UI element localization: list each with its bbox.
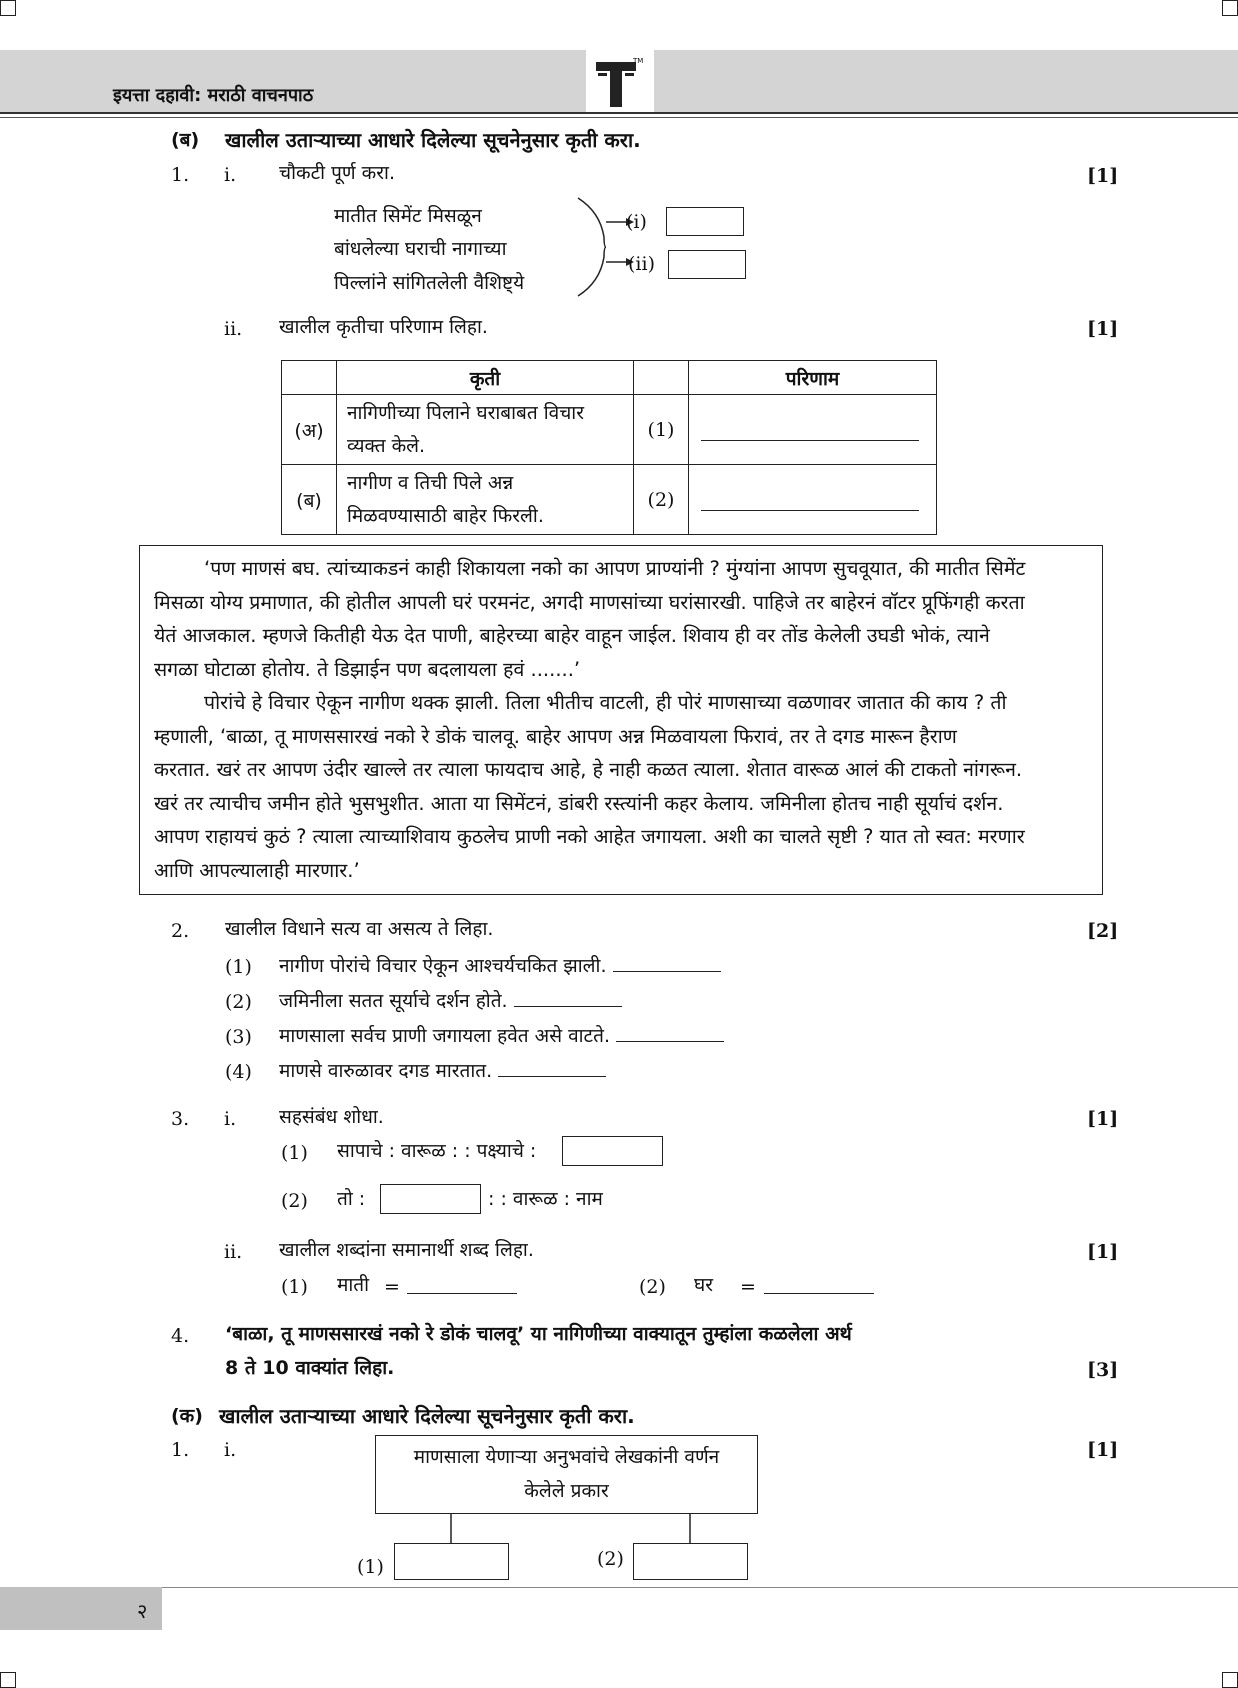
q3-i-marks: [1]	[1087, 1108, 1119, 1130]
row-action-line-2: मिळवण्यासाठी बाहेर फिरली.	[347, 504, 544, 527]
q1-answer-box-1[interactable]	[666, 207, 744, 236]
q2-item-2-num: (2)	[225, 991, 252, 1013]
table-header-result: परिणाम	[689, 361, 937, 395]
section-k-q1-number: 1.	[171, 1439, 190, 1461]
row-action	[337, 465, 634, 535]
q3-i-item-1-num: (1)	[281, 1142, 308, 1164]
q2-answer-blank-3[interactable]	[616, 1023, 724, 1042]
q3-ii-item-2-eq: =	[740, 1276, 756, 1298]
q3-number: 3.	[171, 1108, 190, 1130]
q2-item-1-text: नागीण पोरांचे विचार ऐकून आश्चर्यचकित झाली.	[279, 955, 607, 977]
passage-line-9: आपण राहायचं कुठं ? त्याला त्याच्याशिवाय कुठलेच प्राणी नको आहेत जगायला. अशी का चालते सृष्टी ? यात तो स्वत: मरणार	[154, 825, 1025, 848]
passage-line-3: येतं आजकाल. म्हणजे कितीही येऊ देत पाणी, बाहेरच्या बाहेर वाहून जाईल. शिवाय ही वर तोंड केलेली उघडी भोकं, त्याने	[154, 624, 990, 647]
q3-ii-answer-blank-2[interactable]	[764, 1293, 874, 1294]
q4-question-line-1: ‘बाळा, तू माणससारखं नको रे डोकं चालवू’ या नागिणीच्या वाक्यातून तुम्हांला कळलेला अर्थ	[225, 1323, 852, 1345]
web-answer-box-2[interactable]	[633, 1543, 748, 1580]
section-k-q1-marks: [1]	[1087, 1439, 1119, 1461]
web-diagram-center-box	[375, 1435, 758, 1514]
passage	[154, 552, 1087, 887]
header-title: इयत्ता दहावी: मराठी वाचनपाठ	[113, 85, 314, 106]
q3-ii-item-1-word: माती	[337, 1274, 370, 1296]
q3-i-label: i.	[224, 1108, 237, 1130]
crop-mark-top-left	[0, 0, 16, 16]
web-leaf-2-label: (2)	[597, 1548, 624, 1570]
q1-stem-line-2: बांधलेल्या घराची नागाच्या	[334, 238, 507, 260]
passage-line-8: खरं तर त्याचीच जमीन होते भुसभुशीत. आता या सिमेंटनं, डांबरी रस्त्यांनी कहर केलाय. जमिनीला होतच नाही सूर्याचं दर्शन.	[154, 791, 1004, 815]
q2-answer-blank-4[interactable]	[498, 1058, 606, 1077]
table-header-blank	[282, 361, 337, 395]
q1-branch-ii-label: (ii)	[628, 253, 655, 275]
passage-box	[139, 545, 1103, 895]
table-row	[282, 395, 937, 465]
trademark-label: TM	[633, 57, 644, 65]
passage-line-1: ‘पण माणसं बघ. त्यांच्याकडनं काही शिकायला नको का आपण प्राण्यांनी ? मुंग्यांना आपण सुचवूयात, की मातीत सिमेंट	[204, 557, 1026, 580]
q3-i-item-2-num: (2)	[281, 1190, 308, 1212]
q2-item-4	[279, 1058, 606, 1083]
q3-ii-item-1-num: (1)	[281, 1276, 308, 1298]
q3-ii-answer-blank-1[interactable]	[407, 1293, 517, 1294]
q2-item-2	[279, 988, 622, 1013]
q2-item-4-num: (4)	[225, 1061, 252, 1083]
t-logo-icon	[594, 58, 644, 110]
q3-ii-instruction: खालील शब्दांना समानार्थी शब्द लिहा.	[279, 1239, 534, 1261]
page-number: २	[137, 1599, 148, 1623]
web-center-line-1: माणसाला येणाऱ्या अनुभवांचे लेखकांनी वर्णन	[413, 1446, 720, 1468]
q1-branch-i-label: (i)	[626, 211, 647, 233]
passage-line-10: आणि आपल्यालाही मारणार.’	[154, 858, 360, 882]
crop-mark-bottom-left	[0, 1672, 16, 1688]
q2-item-1-num: (1)	[225, 956, 252, 978]
section-b-heading: खालील उताऱ्याच्या आधारे दिलेल्या सूचनेनुसार कृती करा.	[225, 128, 641, 152]
row-tag: (अ)	[282, 395, 337, 465]
q3-ii-item-2-word: घर	[694, 1274, 714, 1296]
q4-number: 4.	[171, 1325, 190, 1347]
q3-ii-label: ii.	[224, 1241, 243, 1263]
q2-marks: [2]	[1087, 920, 1119, 942]
q4-question-line-2: 8 ते 10 वाक्यांत लिहा.	[225, 1357, 395, 1379]
row-number: (1)	[634, 395, 689, 465]
q1-answer-box-2[interactable]	[668, 250, 746, 279]
table-row	[282, 465, 937, 535]
row-action-line-2: व्यक्त केले.	[347, 434, 426, 457]
q3-i-answer-box-2[interactable]	[380, 1184, 481, 1214]
q2-item-4-text: माणसे वारुळावर दगड मारतात.	[279, 1060, 493, 1082]
q3-ii-item-2-num: (2)	[639, 1276, 666, 1298]
q3-i-item-1-text: सापाचे : वारूळ : : पक्ष्याचे :	[337, 1140, 537, 1162]
passage-line-6: म्हणाली, ‘बाळा, तू माणससारखं नको रे डोकं चालवू. बाहेर आपण अन्न मिळवायला फिरावं, तर ते दगड मारून हैराण	[154, 724, 957, 748]
q1-ii-label: ii.	[224, 318, 243, 340]
q3-i-item-2-pre: तो :	[337, 1188, 366, 1210]
q3-i-answer-box-1[interactable]	[562, 1136, 663, 1166]
web-answer-box-1[interactable]	[394, 1543, 509, 1580]
q2-item-3-text: माणसाला सर्वच प्राणी जगायला हवेत असे वाटते.	[279, 1025, 611, 1047]
section-k-q1-i-label: i.	[224, 1439, 237, 1461]
crop-mark-bottom-right	[1222, 1672, 1238, 1688]
web-center-line-2: केलेले प्रकार	[524, 1480, 609, 1502]
crop-mark-top-right	[1222, 0, 1238, 16]
q1-i-marks: [1]	[1087, 165, 1119, 187]
q2-item-1	[279, 953, 721, 978]
q1-ii-marks: [1]	[1087, 318, 1119, 340]
q2-number: 2.	[171, 920, 190, 942]
q3-ii-marks: [1]	[1087, 1241, 1119, 1263]
q3-i-instruction: सहसंबंध शोधा.	[279, 1106, 384, 1128]
table-header-blank-2	[634, 361, 689, 395]
q2-item-3	[279, 1023, 724, 1048]
q2-answer-blank-1[interactable]	[613, 953, 721, 972]
q4-marks: [3]	[1087, 1359, 1119, 1381]
row-result[interactable]	[689, 465, 937, 535]
q1-stem-line-1: मातीत सिमेंट मिसळून	[334, 205, 482, 227]
q1-ii-instruction: खालील कृतीचा परिणाम लिहा.	[279, 316, 488, 338]
passage-line-2: मिसळा योग्य प्रमाणात, की होतील आपली घरं परमनंट, अगदी माणसांच्या घरांसारखी. पाहिजे तर बाहेरनं वॉटर प्रूफिंगही करता	[154, 590, 1025, 614]
q1-i-label: i.	[224, 164, 237, 186]
q3-ii-item-1-eq: =	[384, 1276, 400, 1298]
header-rule	[0, 112, 1238, 114]
row-action-line-1: नागिणीच्या पिलाने घराबाबत विचार	[347, 401, 584, 424]
q1-stem-line-3: पिल्लांने सांगितलेली वैशिष्ट्ये	[334, 272, 525, 294]
web-diagram-connectors	[440, 1513, 700, 1547]
row-result[interactable]	[689, 395, 937, 465]
web-leaf-1-label: (1)	[357, 1556, 384, 1578]
passage-line-4: सगळा घोटाळा होतोय. ते डिझाईन पण बदलायला हवं .......’	[154, 657, 581, 681]
row-action-line-1: नागीण व तिची पिले अन्न	[347, 471, 514, 494]
footer-rule	[0, 1587, 1238, 1588]
row-tag: (ब)	[282, 465, 337, 535]
q1-i-instruction: चौकटी पूर्ण करा.	[279, 162, 396, 184]
q2-item-2-text: जमिनीला सतत सूर्याचे दर्शन होते.	[279, 990, 508, 1012]
section-k-heading: खालील उताऱ्याच्या आधारे दिलेल्या सूचनेनुसार कृती करा.	[219, 1404, 635, 1428]
q1-number: 1.	[171, 164, 190, 186]
table-header-action: कृती	[337, 361, 634, 395]
section-b-label: (ब)	[171, 129, 200, 151]
q2-item-3-num: (3)	[225, 1026, 252, 1048]
row-number: (2)	[634, 465, 689, 535]
action-result-table	[281, 360, 937, 535]
header-rule-thin	[0, 117, 1238, 118]
q2-instruction: खालील विधाने सत्य वा असत्य ते लिहा.	[225, 918, 494, 940]
q1-brace-arrows	[570, 192, 640, 302]
q2-answer-blank-2[interactable]	[514, 988, 622, 1007]
section-k-label: (क)	[171, 1405, 203, 1427]
passage-line-5: पोरांचे हे विचार ऐकून नागीण थक्क झाली. तिला भीतीच वाटली, ही पोरं माणसाच्या वळणावर जातात की काय ? ती	[204, 691, 1007, 714]
passage-line-7: करतात. खरं तर आपण उंदीर खाल्ले तर त्याला फायदाच आहे, हे नाही कळत त्याला. शेतात वारूळ आलं की टाकतो नांगरून.	[154, 758, 1023, 781]
row-action	[337, 395, 634, 465]
q3-i-item-2-post: : : वारूळ : नाम	[488, 1188, 603, 1210]
